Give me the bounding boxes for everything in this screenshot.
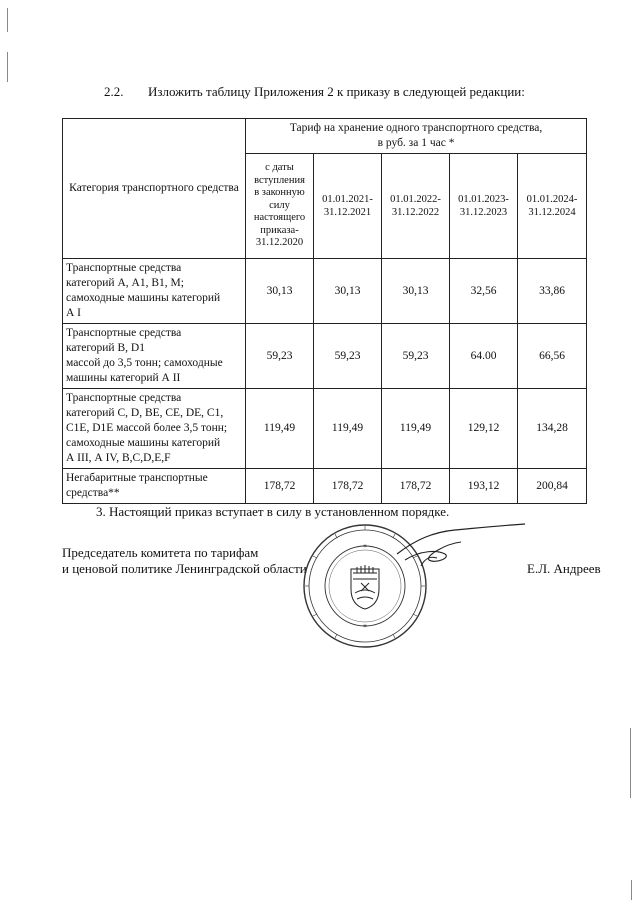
period-header: с даты вступления в законную силу настоящего приказа- 31.12.2020 [246,154,314,259]
tariff-cell: 32,56 [450,259,518,324]
period-header: 01.01.2024- 31.12.2024 [518,154,587,259]
tariff-header-line2: в руб. за 1 час * [377,137,455,149]
tariff-header [246,119,587,154]
signatory-position-line2: и ценовой политике Ленинградской области [62,561,307,576]
category-cell: Транспортные средства категорий А, А1, В1, М; самоходные машины категорий А I [63,259,246,324]
tariff-cell: 178,72 [246,469,314,504]
period-header: 01.01.2021- 31.12.2021 [314,154,382,259]
tariff-cell: 129,12 [450,389,518,469]
signatory-name: Е.Л. Андреев [527,561,601,576]
clause-2-2 [104,84,525,100]
category-header: Категория транспортного средства [63,119,246,259]
scan-margin-mark [7,8,8,32]
category-cell: Негабаритные транспортные средства** [63,469,246,504]
tariff-cell: 30,13 [246,259,314,324]
period-header: 01.01.2022- 31.12.2022 [382,154,450,259]
category-cell: Транспортные средства категорий В, D1 массой до 3,5 тонн; самоходные машины категорий А II [63,324,246,389]
clause-number: 2.2. [104,84,124,99]
tariff-cell: 193,12 [450,469,518,504]
tariff-cell: 119,49 [246,389,314,469]
tariff-cell: 119,49 [382,389,450,469]
tariff-header-line1: Тариф на хранение одного транспортного средства, [289,122,543,134]
tariff-cell: 59,23 [382,324,450,389]
tariff-cell: 119,49 [314,389,382,469]
enactment-clause: 3. Настоящий приказ вступает в силу в установленном порядке. [96,504,450,519]
scan-margin-mark [630,728,631,798]
signatory-position-line1: Председатель комитета по тарифам [62,545,259,560]
scan-margin-mark [7,52,8,82]
tariff-cell: 33,86 [518,259,587,324]
table-row [63,259,587,324]
table-header-row [63,119,587,154]
tariff-cell: 59,23 [246,324,314,389]
svg-text:✶: ✶ [362,544,368,550]
tariff-cell: 64.00 [450,324,518,389]
scan-margin-mark [631,880,632,900]
tariff-cell: 178,72 [314,469,382,504]
period-header: 01.01.2023- 31.12.2023 [450,154,518,259]
clause-text: Изложить таблицу Приложения 2 к приказу в следующей редакции: [148,84,525,99]
table-row [63,469,587,504]
table-row [63,389,587,469]
tariff-table [62,118,587,504]
category-cell: Транспортные средства категорий C, D, ВЕ, СЕ, DE, C1, C1E, D1E массой более 3,5 тонн; самоходные машины категорий А III, А IV, В,C,D,E,F [63,389,246,469]
svg-text:✶: ✶ [362,624,368,630]
tariff-cell: 30,13 [314,259,382,324]
table-row [63,324,587,389]
tariff-cell: 59,23 [314,324,382,389]
tariff-cell: 30,13 [382,259,450,324]
tariff-cell: 66,56 [518,324,587,389]
handwritten-signature [385,520,535,580]
tariff-cell: 134,28 [518,389,587,469]
tariff-cell: 178,72 [382,469,450,504]
tariff-cell: 200,84 [518,469,587,504]
